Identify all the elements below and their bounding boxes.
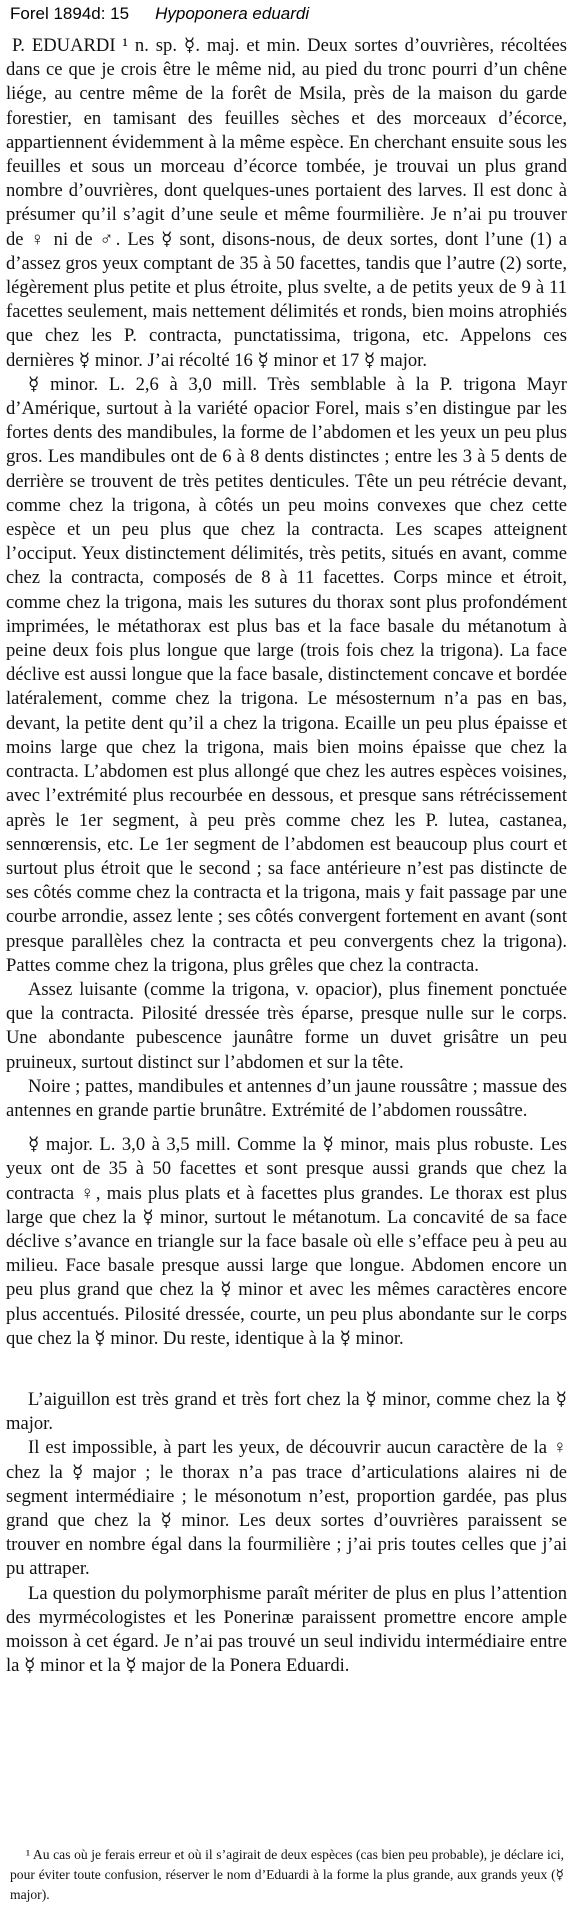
paragraph-minor-worker: ☿ minor. L. 2,6 à 3,0 mill. Très semblable à la P. trigona Mayr d’Amérique, surtout à la variété opacior Forel, mais s’en distingue par les fortes dents des mandibules, la forme de l’abdomen et les yeux un peu plus gros. Les mandibules ont de 6 à 8 dents distinctes ; entre les 3 à 5 dents de derrière se trouvent de très petites denticules. Tête un peu rétrécie devant, comme chez la trigona, à côtés un peu moins convexes que chez cette espèce et un peu plus que chez la contracta. Les scapes atteignent l’occiput. Yeux distinctement délimités, très petits, situés en avant, comme chez la contracta, composés de 8 à 11 facettes. Corps mince et étroit, comme chez la trigona, mais les sutures du thorax sont plus profondément imprimées, le métathorax est plus bas et la face basale du métanotum à peine deux fois plus longue que large (trois fois chez la trigona). La face déclive est aussi longue que la face basale, distinctement concave et bordée latéralement, comme chez la trigona. Le mésosternum n’a pas en bas, devant, la petite dent qu’il a chez la trigona. Ecaille un peu plus épaisse et moins large que chez la trigona, mais bien moins épaisse que chez la contracta. L’abdomen est plus allongé que chez les autres espèces voisines, avec l’extrémité plus recourbée en dessous, et presque sans rétrécissement après le 1er segment, à peu près comme chez les P. lutea, castanea, sennœrensis, etc. Le 1er segment de l’abdomen est beaucoup plus court et surtout plus étroit que le second ; sa face antérieure n’est pas distincte de ses côtés comme chez la contracta et la trigona, mais y fait passage par une courbe arrondie, assez lente ; ses côtés convergent fortement en avant (sont presque parallèles chez la contracta et peu convergents chez la trigona). Pattes comme chez la trigona, plus grêles que chez la contracta. (6, 373, 567, 976)
paragraph-species-description: P. EDUARDI ¹ n. sp. ☿. maj. et min. Deux sortes d’ouvrières, récoltées dans ce que je crois être le même nid, au pied du tronc pourri d’un chêne liége, au centre même de la forêt de Msila, près de la maison du garde forestier, en tamisant des feuilles sèches et des morceaux d’écorce, appartiennent évidemment à la même espèce. En cherchant ensuite sous les feuilles et sous un morceau d’écorce tombée, je trouvai un plus grand nombre d’ouvrières, dont quelques-unes portaient des larves. Il est donc à présumer qu’il s’agit d’une seule et même fourmilière. Je n’ai pu trouver de ♀ ni de ♂. Les ☿ sont, disons-nous, de deux sortes, dont l’une (1) a d’assez gros yeux comptant de 35 à 50 facettes, tandis que l’autre (2) sorte, légèrement plus petite et plus étroite, plus svelte, a de petits yeux de 9 à 11 facettes seulement, mais nettement délimités et ronds, bien moins atrophiés que chez les P. contracta, punctatissima, trigona, etc. Appelons ces dernières ☿ minor. J’ai récolté 16 ☿ minor et 17 ☿ major. (6, 35, 567, 371)
citation-reference: Forel 1894d: 15 (10, 4, 130, 23)
paragraph-female-characters: Il est impossible, à part les yeux, de découvrir aucun caractère de la ♀ chez la ☿ major ; le thorax n’a pas trace d’articulations alaires ni de segment intermédiaire ; le mésonotum n’est, proportion gardée, pas plus grand que chez la ☿ minor. Les deux sortes d’ouvrières paraissent se trouver en nombre égal dans la fourmilière ; j’ai pris toutes celles que j’ai pu attraper. (6, 1437, 567, 1580)
page-header (10, 4, 309, 34)
species-name: Hypoponera eduardi (155, 4, 310, 23)
paragraph-coloration: Noire ; pattes, mandibules et antennes d’un jaune roussâtre ; massue des antennes en grande partie brunâtre. Extrémité de l’abdomen roussâtre. (6, 1075, 567, 1121)
paragraph-major-worker: ☿ major. L. 3,0 à 3,5 mill. Comme la ☿ minor, mais plus robuste. Les yeux ont de 35 à 50 facettes et sont presque aussi grands que chez la contracta ♀, mais plus plats et à facettes plus grandes. Le thorax est plus large que chez la ☿ minor, surtout le métanotum. La concavité de sa face déclive s’avance en triangle sur la face basale où elle s’efface peu à peu au milieu. Face basale presque aussi large que longue. Abdomen encore un peu plus grand que chez la ☿ minor et avec les mêmes caractères encore plus accentués. Pilosité dressée, courte, un peu plus abondante sur le corps que chez la ☿ minor. Du reste, identique à la ☿ minor. (6, 1134, 567, 1349)
paragraph-sting: L’aiguillon est très grand et très fort chez la ☿ minor, comme chez la ☿ major. (6, 1388, 567, 1435)
footnote: ¹ Au cas où je ferais erreur et où il s’agirait de deux espèces (cas bien peu probable), je déclare ici, pour éviter toute confusion, réserver le nom d’Eduardi à la forme la plus grande, aux grands yeux (☿ major). (10, 1847, 564, 1902)
paragraph-sculpture-pilosity: Assez luisante (comme la trigona, v. opacior), plus finement ponctuée que la contracta. Pilosité dressée très éparse, presque nulle sur le corps. Une abondante pubescence jaunâtre forme un duvet grisâtre un peu pruineux, surtout distinct sur l’abdomen et sur la tête. (6, 978, 567, 1073)
paragraph-polymorphism: La question du polymorphisme paraît mériter de plus en plus l’attention des myrmécologistes et les Ponerinæ paraissent promettre encore ample moisson à cet égard. Je n’ai pas trouvé un seul individu intermédiaire entre la ☿ minor et la ☿ major de la Ponera Eduardi. (6, 1582, 567, 1677)
article-body (6, 34, 567, 1678)
